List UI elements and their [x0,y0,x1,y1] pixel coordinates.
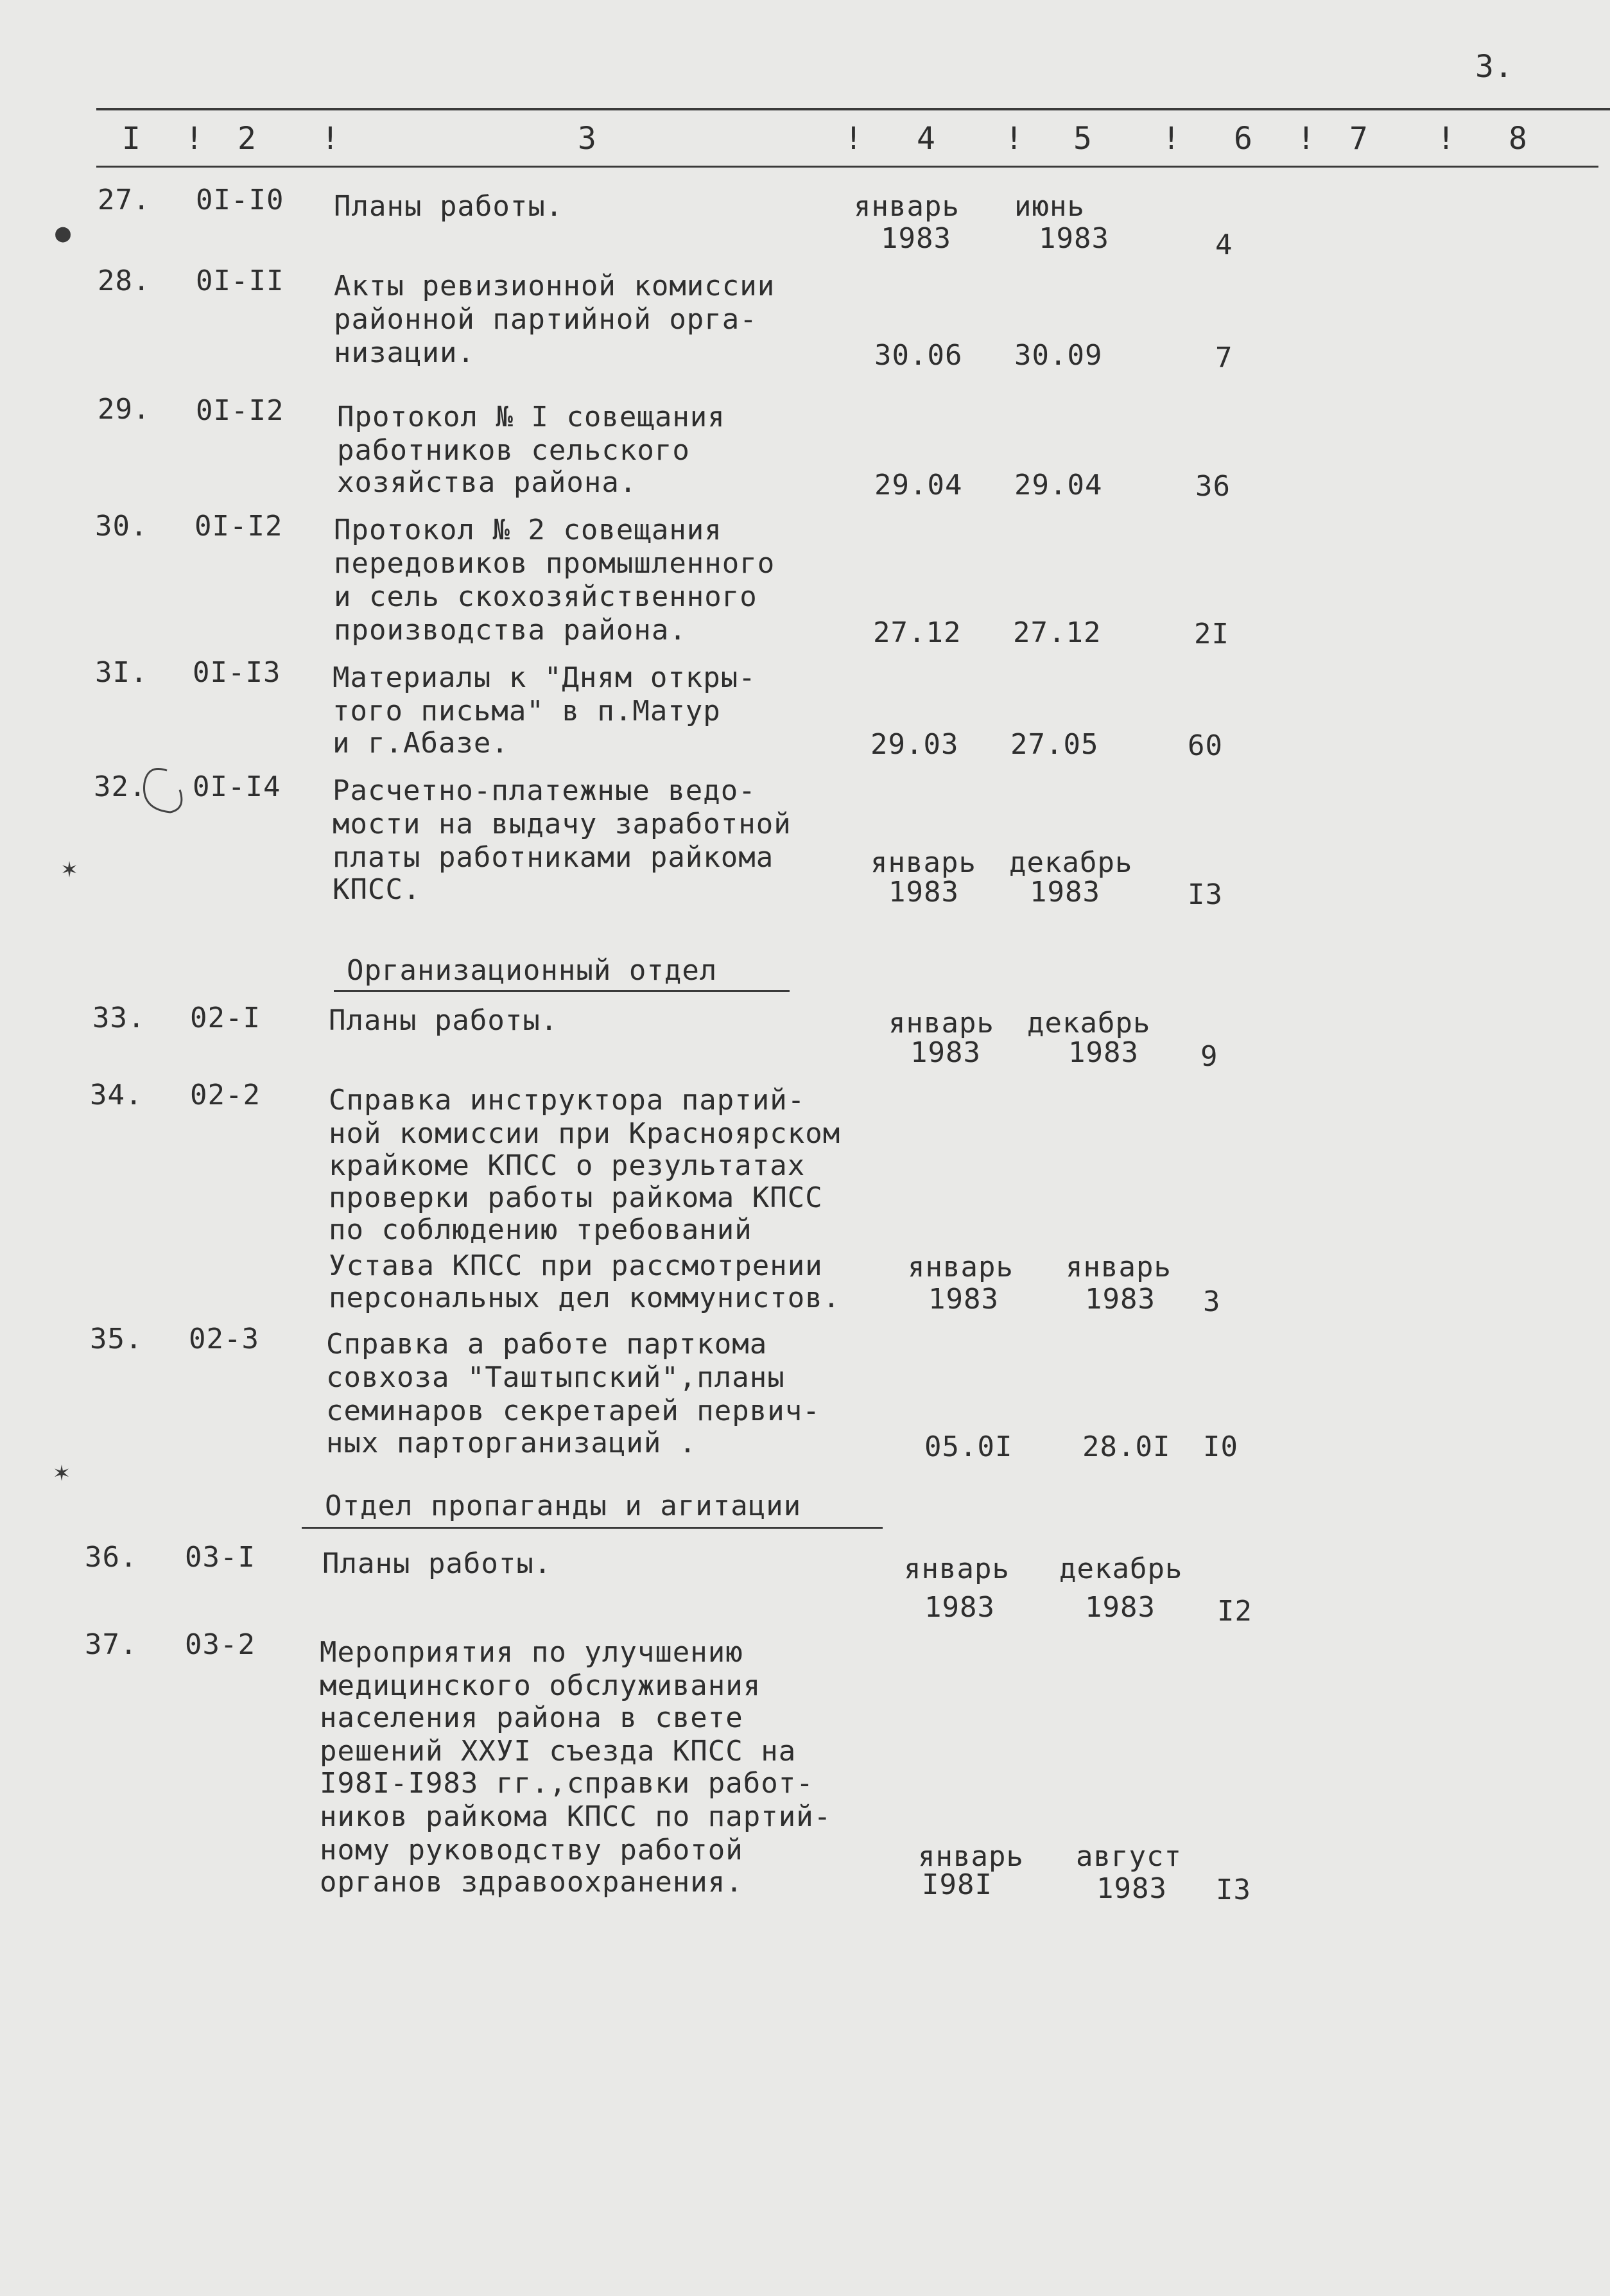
entry-code: 03-2 [185,1628,255,1661]
entry-end-date: декабрь [1009,846,1133,879]
entry-title-line: совхоза "Таштыпский",планы [326,1361,785,1394]
entry-code: 02-3 [189,1323,259,1355]
entry-code: 0I-I2 [195,510,283,543]
scan-dot-mark: ● [55,218,71,248]
entry-start-date: январь [904,1552,1010,1585]
entry-start-date: 30.06 [874,339,963,372]
entry-code: 02-2 [190,1079,261,1111]
col-sep: ! [321,121,340,157]
entry-title-line: Справка инструктора партий- [329,1084,806,1117]
entry-title-line: проверки работы райкома КПСС [329,1181,823,1214]
entry-code: 0I-II [196,265,284,297]
entry-start-date: январь [870,846,976,879]
entry-title-line: крайкоме КПСС о результатах [329,1149,806,1182]
entry-end-date: 1983 [1096,1872,1167,1905]
entry-title-line: ников райкома КПСС по партий- [320,1800,832,1833]
entry-title-line: того письма" в п.Матур [333,695,721,727]
entry-end-date: декабрь [1059,1552,1183,1585]
entry-number: 30. [95,510,148,543]
header-top-rule [96,108,1610,110]
entry-end-date: 29.04 [1014,469,1103,501]
entry-end-date: 1983 [1039,222,1109,255]
entry-end-date: 27.05 [1010,728,1099,761]
section-heading: Организационный отдел [347,954,718,987]
entry-sheets: 36 [1195,470,1231,503]
entry-code: 0I-I0 [196,184,284,216]
entry-end-date: 27.12 [1013,616,1102,649]
entry-code: 02-I [190,1002,261,1034]
entry-start-date: январь [888,1007,994,1039]
col-header-3: 3 [578,121,597,157]
page-number: 3. [1475,49,1514,85]
entry-title-line: Устава КПСС при рассмотрении [329,1249,823,1282]
entry-title-line: решений ХХУI съезда КПСС на [320,1735,797,1768]
entry-title-line: Материалы к "Дням откры- [333,661,756,694]
entry-start-date: 1983 [928,1283,999,1316]
entry-title-line: Планы работы. [329,1004,558,1037]
entry-title-line: I98I-I983 гг.,справки работ- [320,1767,814,1800]
entry-title-line: Мероприятия по улучшению [320,1636,743,1669]
entry-title-line: ному руководству работой [320,1834,743,1866]
entry-code: 0I-I4 [193,770,281,803]
entry-title-line: Планы работы. [334,190,564,223]
entry-title-line: районной партийной орга- [334,303,757,336]
entry-number: 35. [90,1323,143,1355]
entry-start-date: 1983 [881,222,951,255]
entry-number: 32. [94,770,147,803]
entry-end-date: 30.09 [1014,339,1103,372]
entry-number: 29. [98,393,151,426]
entry-sheets: 9 [1200,1040,1218,1073]
col-header-4: 4 [917,121,936,157]
entry-title-line: Справка а работе парткома [326,1328,768,1361]
entry-title-line: и г.Абазе. [333,727,509,760]
entry-end-date: 1983 [1030,876,1100,909]
section-underline [302,1527,883,1529]
entry-end-date: 1983 [1085,1283,1156,1316]
col-header-7: 7 [1349,121,1369,157]
entry-title-line: населения района в свете [320,1701,743,1734]
col-header-6: 6 [1234,121,1253,157]
entry-start-date: 29.03 [870,728,959,761]
entry-title-line: КПСС. [333,873,421,906]
col-sep: ! [844,121,863,157]
section-heading: Отдел пропаганды и агитации [325,1490,802,1522]
section-underline [334,990,790,992]
entry-start-date: 29.04 [874,469,963,501]
col-header-1: I [122,121,141,157]
entry-number: 37. [85,1628,138,1661]
entry-sheets: 2I [1194,618,1229,650]
entry-sheets: 60 [1188,729,1223,762]
entry-title-line: по соблюдению требований [329,1213,752,1246]
entry-sheets: 7 [1215,342,1233,374]
entry-title-line: ных парторганизаций . [326,1427,697,1459]
entry-title-line: медицинского обслуживания [320,1669,761,1702]
entry-start-date: 1983 [910,1036,981,1069]
entry-end-date: 1983 [1085,1591,1156,1624]
entry-code: 0I-I3 [193,656,281,689]
entry-title-line: ной комиссии при Красноярском [329,1117,841,1150]
entry-start-date: 05.0I [924,1431,1013,1463]
entry-start-date: I98I [922,1868,992,1901]
col-sep: ! [1162,121,1181,157]
entry-start-date: 27.12 [873,616,962,649]
entry-start-date: 1983 [888,876,959,909]
col-sep: ! [1297,121,1316,157]
entry-end-date: январь [1066,1251,1172,1283]
entry-title-line: органов здравоохранения. [320,1866,743,1899]
entry-title-line: передовиков промышленного [334,547,775,580]
entry-title-line: производства района. [334,614,687,647]
entry-code: 0I-I2 [196,394,284,427]
col-header-2: 2 [238,121,257,157]
entry-title-line: мости на выдачу заработной [333,808,792,840]
entry-title-line: семинаров секретарей первич- [326,1395,820,1427]
col-header-5: 5 [1073,121,1093,157]
entry-title-line: работников сельского [337,434,690,467]
entry-title-line: хозяйства района. [337,466,637,499]
entry-sheets: 3 [1203,1285,1221,1318]
entry-title-line: и сель скохозяйственного [334,580,757,613]
entry-end-date: июнь [1014,190,1085,223]
entry-title-line: Акты ревизионной комиссии [334,270,775,302]
col-sep: ! [185,121,204,157]
entry-start-date: январь [918,1840,1024,1873]
scan-star-mark: ✶ [62,854,78,883]
entry-number: 3I. [95,656,148,689]
entry-number: 34. [90,1079,143,1111]
entry-end-date: август [1076,1840,1182,1873]
entry-title-line: низации. [334,336,475,369]
scan-star-mark: ✶ [54,1457,70,1487]
entry-sheets: 4 [1215,229,1233,261]
entry-title-line: Планы работы. [322,1547,552,1580]
entry-number: 28. [98,265,151,297]
entry-end-date: декабрь [1027,1007,1151,1039]
entry-title-line: платы работниками райкома [333,841,774,874]
col-sep: ! [1005,121,1024,157]
header-bottom-rule [96,166,1598,168]
entry-start-date: 1983 [924,1591,995,1624]
entry-sheets: I2 [1217,1595,1252,1628]
entry-number: 33. [92,1002,146,1034]
entry-title-line: персональных дел коммунистов. [329,1282,841,1314]
entry-sheets: I3 [1216,1874,1251,1906]
entry-title-line: Расчетно-платежные ведо- [333,774,756,807]
entry-start-date: январь [854,190,960,223]
entry-title-line: Протокол № 2 совещания [334,514,722,546]
entry-end-date: 1983 [1068,1036,1139,1069]
entry-number: 36. [85,1541,138,1574]
entry-start-date: январь [908,1251,1014,1283]
entry-sheets: I0 [1203,1431,1238,1463]
entry-title-line: Протокол № I совещания [337,401,725,433]
handwritten-circle-mark [109,764,205,854]
entry-code: 03-I [185,1541,255,1574]
entry-end-date: 28.0I [1082,1431,1171,1463]
col-header-8: 8 [1509,121,1528,157]
entry-sheets: I3 [1188,878,1223,911]
entry-number: 27. [98,184,151,216]
col-sep: ! [1437,121,1456,157]
